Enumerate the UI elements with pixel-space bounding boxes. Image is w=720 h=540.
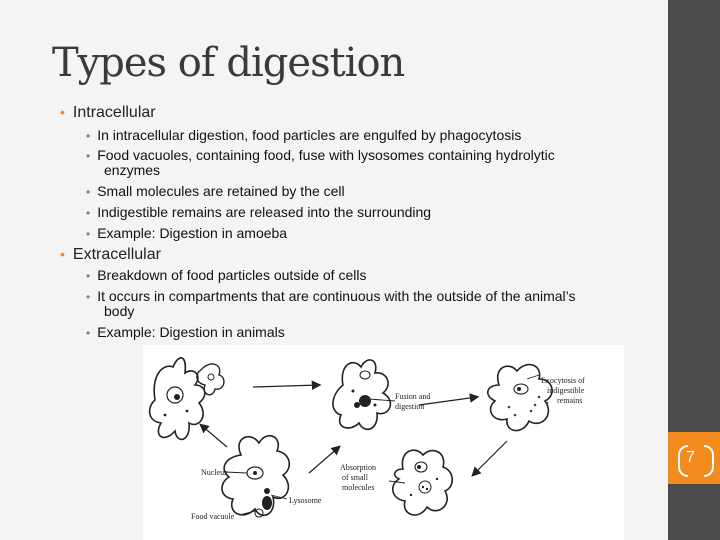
- bullet-intracellular: [60, 104, 156, 122]
- label-nucleus: Nucleus: [201, 468, 228, 477]
- bullet-label: Intracellular: [72, 104, 156, 121]
- sub-bullet: • Small molecules are retained by the cell: [86, 183, 345, 199]
- arrow-4: [201, 425, 227, 447]
- bullet-dot-icon: •: [60, 246, 65, 262]
- sub-bullet: • It occurs in compartments that are continuous with the outside of the animal’s: [86, 288, 576, 304]
- amoeba-fusion: [333, 360, 395, 429]
- label-absorption-3: molecules: [342, 483, 375, 492]
- label-exocytosis-1: Exocytosis of: [541, 376, 585, 385]
- sub-bullet-continuation: enzymes: [104, 162, 161, 178]
- label-exocytosis-3: remains: [557, 396, 583, 405]
- bullet-dot-icon: •: [86, 129, 91, 143]
- bullet-dot-icon: •: [86, 185, 91, 199]
- amoeba-labeled: [222, 436, 289, 517]
- bullet-dot-icon: •: [86, 227, 91, 241]
- amoeba-exocytosis: [488, 365, 552, 431]
- arrow-5: [309, 447, 339, 473]
- label-fusion-1: Fusion and: [395, 392, 431, 401]
- sub-bullet: • Example: Digestion in animals: [86, 324, 285, 340]
- bullet-label: Extracellular: [72, 246, 161, 263]
- label-fusion-2: digestion: [395, 402, 425, 411]
- bullet-extracellular: [60, 246, 161, 264]
- label-food-vacuole: Food vacuole: [191, 512, 235, 521]
- label-lysosome: Lysosome: [289, 496, 322, 505]
- label-absorption-1: Absorption: [340, 463, 376, 472]
- sub-bullet: • Indigestible remains are released into the surrounding: [86, 204, 432, 220]
- bullet-dot-icon: •: [86, 206, 91, 220]
- sub-bullet: • In intracellular digestion, food particles are engulfed by phagocytosis: [86, 127, 522, 143]
- page-number: 7: [686, 449, 695, 466]
- slide-title: Types of digestion: [52, 40, 405, 86]
- bullet-dot-icon: •: [86, 269, 91, 283]
- sub-bullet: • Breakdown of food particles outside of cells: [86, 267, 367, 283]
- sub-bullet: • Food vacuoles, containing food, fuse with lysosomes containing hydrolytic: [86, 147, 555, 163]
- bullet-dot-icon: •: [86, 290, 91, 304]
- bullet-dot-icon: •: [86, 326, 91, 340]
- label-exocytosis-2: indigestible: [547, 386, 585, 395]
- page-number-badge: [668, 432, 720, 484]
- amoeba-diagram-svg: [143, 345, 624, 540]
- bracket-right-icon: [704, 445, 714, 477]
- label-absorption-2: of small: [342, 473, 368, 482]
- amoeba-absorption: [389, 450, 452, 515]
- arrow-1: [253, 385, 319, 387]
- bullet-dot-icon: •: [60, 104, 65, 120]
- arrow-3: [473, 441, 507, 475]
- amoeba-engulfing: [150, 358, 224, 440]
- sub-bullet: • Example: Digestion in amoeba: [86, 225, 288, 241]
- amoeba-digestion-diagram: [143, 345, 624, 540]
- bullet-dot-icon: •: [86, 149, 91, 163]
- sub-bullet-continuation: body: [104, 303, 135, 319]
